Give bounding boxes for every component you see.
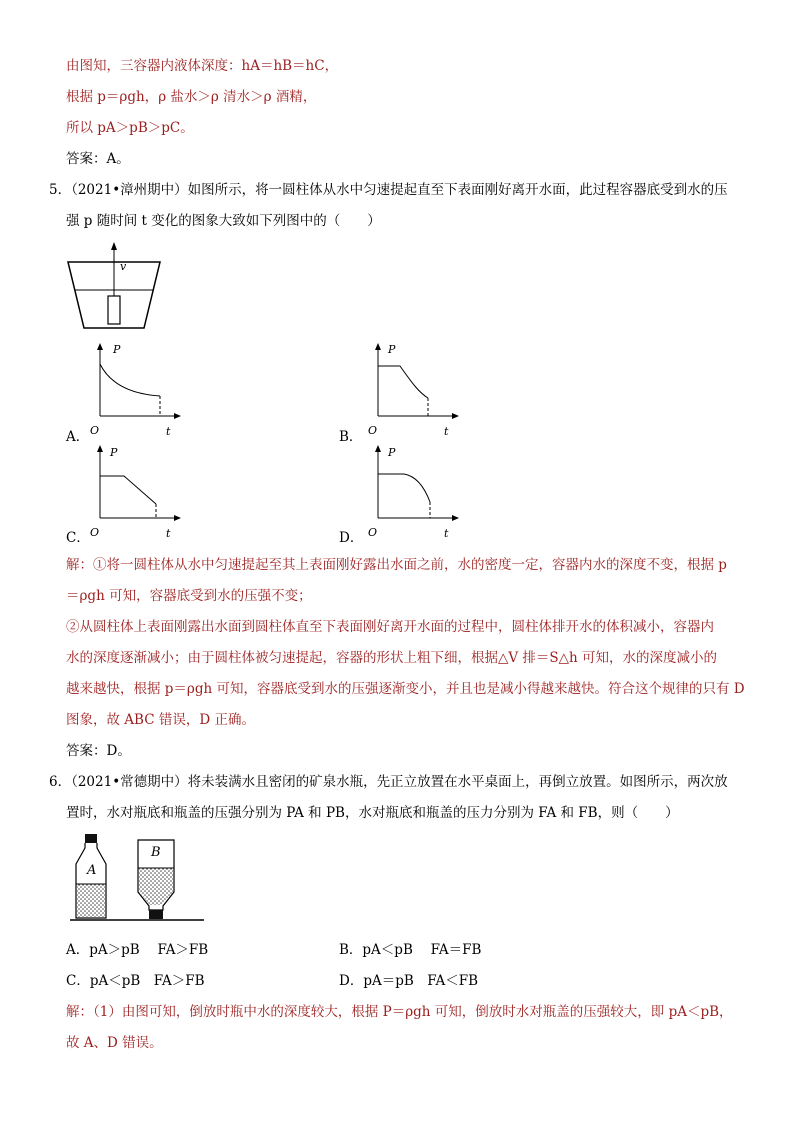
q6-option-d[interactable]: D．pA＝pB FA＜FB <box>339 973 479 989</box>
svg-text:P: P <box>388 446 396 459</box>
q6-bottles-figure <box>70 832 210 924</box>
q5-graph-a <box>86 340 186 440</box>
q5-option-d-label[interactable]: D． <box>339 530 364 546</box>
q5-option-c-label[interactable]: C． <box>66 530 90 546</box>
q5-solution-line-4: 水的深度逐渐减小；由于圆柱体被匀速提起，容器的形状上粗下细，根据△V 排＝S△h 可知，水的深度减小的 <box>66 650 718 666</box>
svg-text:O: O <box>90 526 100 539</box>
q5-container-figure <box>62 240 166 332</box>
q5-graph-c <box>86 442 186 542</box>
svg-text:O: O <box>368 526 378 539</box>
q5-graph-d <box>364 442 464 542</box>
svg-text:P: P <box>388 343 396 356</box>
svg-text:O: O <box>368 424 378 437</box>
q6-solution-line-1: 解：（1）由图可知，倒放时瓶中水的深度较大，根据 P＝ρgh 可知，倒放时水对瓶盖的压强较大，即 pA＜pB， <box>66 1004 733 1020</box>
velocity-label: v <box>120 260 127 273</box>
q6-solution-line-2: 故 A、D 错误。 <box>66 1035 163 1051</box>
q6-stem-line-1: 6．（2021•常德期中）将未装满水且密闭的矿泉水瓶，先正立放置在水平桌面上，再倒立放置。如图所示，两次放 <box>49 774 728 790</box>
q5-answer: 答案：D。 <box>66 743 131 759</box>
q5-stem-line-1: 5．（2021•漳州期中）如图所示，将一圆柱体从水中匀速提起直至下表面刚好离开水面，此过程容器底受到水的压 <box>49 182 728 198</box>
svg-text:P: P <box>113 343 121 356</box>
svg-text:t: t <box>166 527 171 540</box>
prev-solution-line-1: 由图知，三容器内液体深度：hA＝hB＝hC， <box>66 58 339 74</box>
q6-option-a[interactable]: A．pA＞pB FA＞FB <box>66 942 209 958</box>
svg-text:t: t <box>166 425 171 438</box>
svg-text:O: O <box>90 424 100 437</box>
prev-solution-line-3: 所以 pA＞pB＞pC。 <box>66 120 194 136</box>
q6-option-c[interactable]: C．pA＜pB FA＞FB <box>66 973 205 989</box>
q5-solution-line-3: ②从圆柱体上表面刚露出水面到圆柱体直至下表面刚好离开水面的过程中，圆柱体排开水的体积减小，容器内 <box>66 619 714 635</box>
q5-solution-line-2: ＝ρgh 可知，容器底受到水的压强不变； <box>66 588 312 604</box>
q5-option-b-label[interactable]: B． <box>339 429 363 445</box>
prev-solution-line-2: 根据 p＝ρgh，ρ 盐水＞ρ 清水＞ρ 酒精， <box>66 89 317 105</box>
svg-text:t: t <box>444 527 449 540</box>
q5-graph-b <box>364 340 464 440</box>
svg-text:t: t <box>444 425 449 438</box>
prev-answer: 答案：A。 <box>66 151 130 167</box>
q5-solution-line-1: 解：①将一圆柱体从水中匀速提起至其上表面刚好露出水面之前，水的密度一定，容器内水的深度不变，根据 p <box>66 557 727 573</box>
bottle-a-label: A <box>87 863 97 878</box>
bottle-b-label: B <box>151 845 161 860</box>
q5-solution-line-5: 越来越快，根据 p＝ρgh 可知，容器底受到水的压强逐渐变小，并且也是减小得越来越快。符合这个规律的只有 D <box>66 681 745 697</box>
q5-option-a-label[interactable]: A． <box>66 429 90 445</box>
q6-stem-line-2: 置时，水对瓶底和瓶盖的压强分别为 PA 和 PB，水对瓶底和瓶盖的压力分别为 FA 和 FB，则（ ） <box>66 805 679 821</box>
q6-option-b[interactable]: B．pA＜pB FA＝FB <box>339 942 482 958</box>
q5-stem-line-2: 强 p 随时间 t 变化的图象大致如下列图中的（ ） <box>66 213 381 229</box>
q5-solution-line-6: 图象，故 ABC 错误，D 正确。 <box>66 712 255 728</box>
svg-text:P: P <box>110 446 118 459</box>
